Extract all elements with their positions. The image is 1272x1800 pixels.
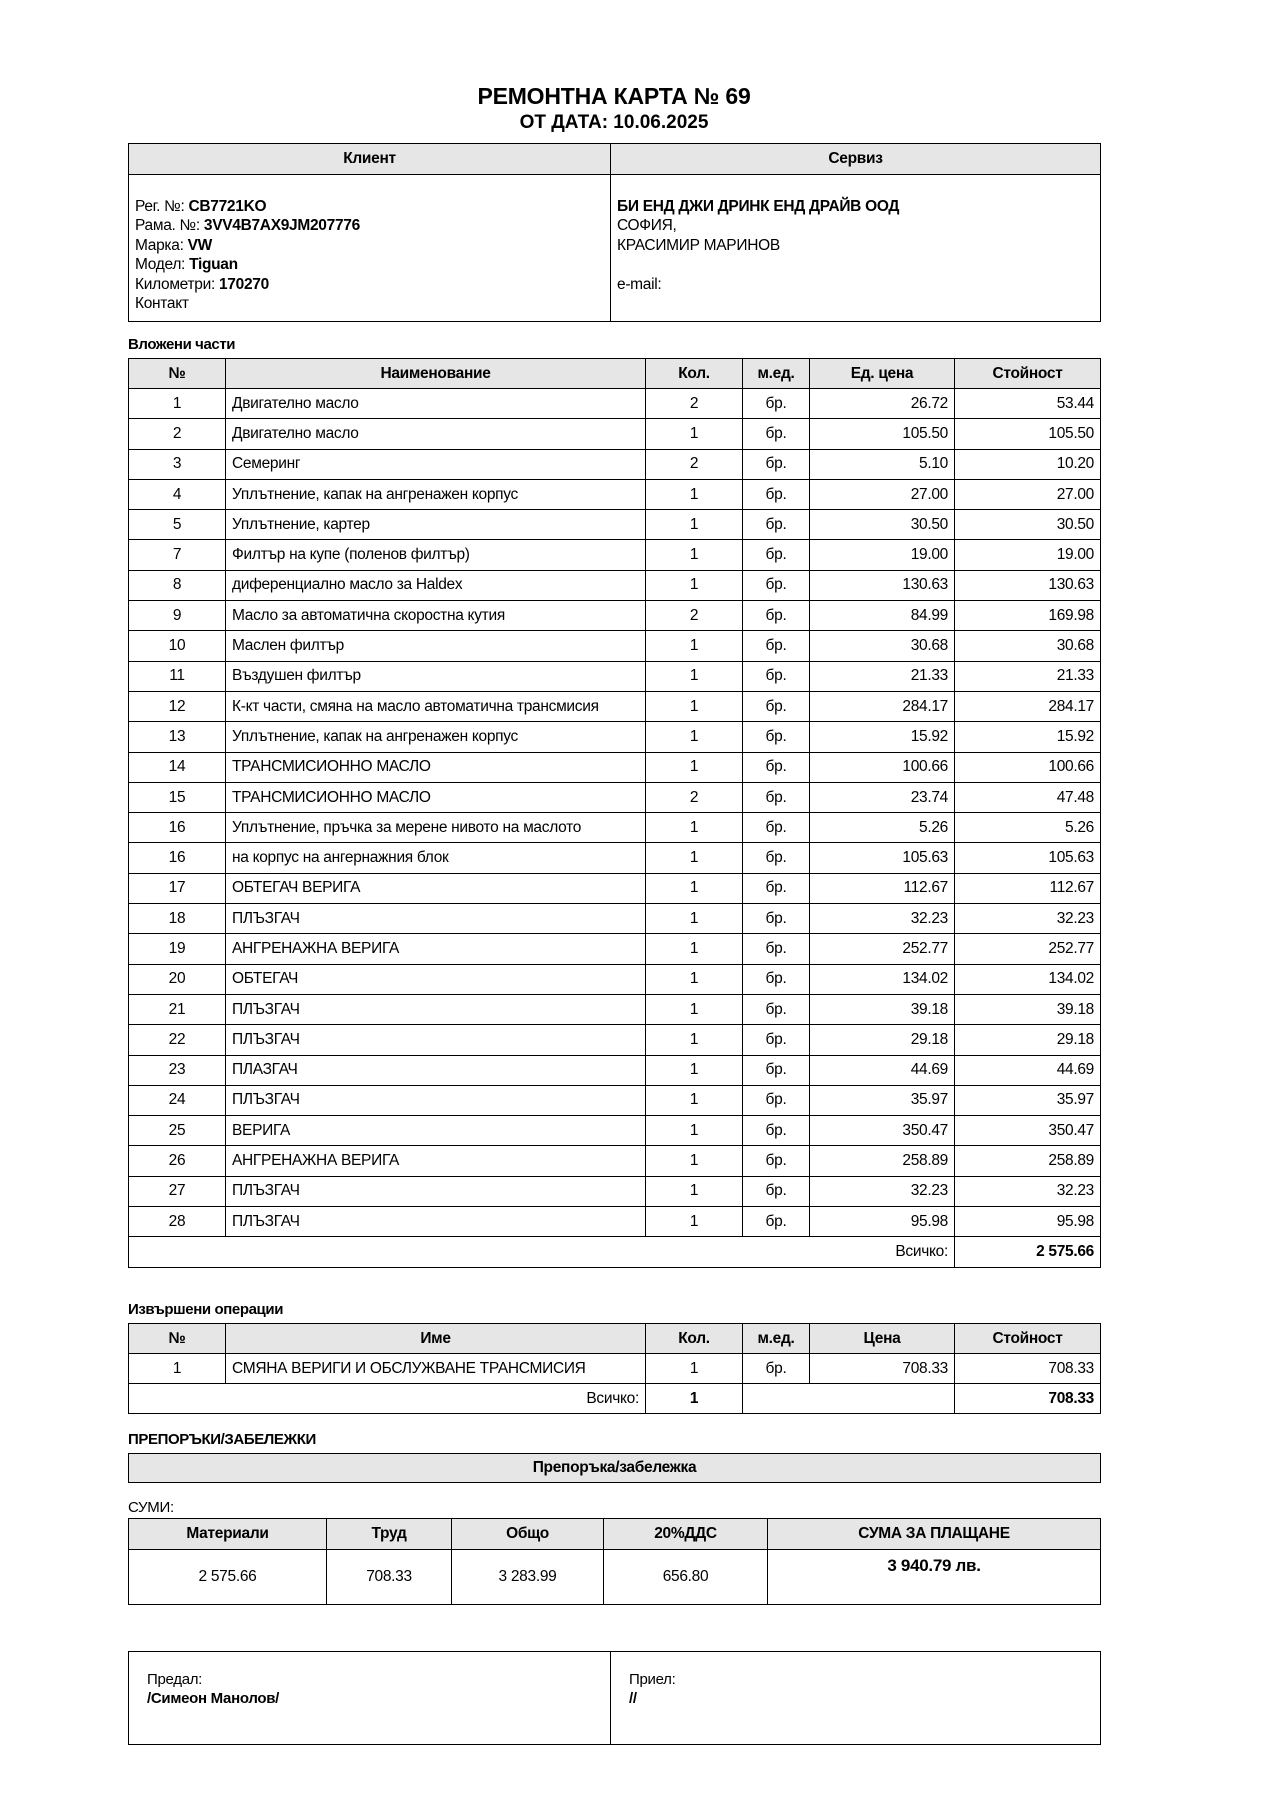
parts-row xyxy=(129,813,1101,843)
parts-row xyxy=(129,691,1101,721)
parts-row-number: 11 xyxy=(129,661,226,691)
parts-row-price: 134.02 xyxy=(810,964,955,994)
parts-row-amount: 252.77 xyxy=(955,934,1101,964)
parts-row-name: Двигателно масло xyxy=(226,389,646,419)
parts-row-price: 44.69 xyxy=(810,1055,955,1085)
parts-row-number: 2 xyxy=(129,419,226,449)
parts-row-price: 252.77 xyxy=(810,934,955,964)
parts-row xyxy=(129,752,1101,782)
parts-row-name: ПЛЪЗГАЧ xyxy=(226,994,646,1024)
parts-row-qty: 1 xyxy=(646,1025,743,1055)
reg-value: CB7721KO xyxy=(188,198,267,215)
notes-table xyxy=(128,1453,1101,1483)
parts-row-amount: 30.50 xyxy=(955,510,1101,540)
parts-row-name: Уплътнение, пръчка за мерене нивото на маслото xyxy=(226,813,646,843)
parts-row-qty: 1 xyxy=(646,1085,743,1115)
parts-row xyxy=(129,1025,1101,1055)
parts-row-number: 7 xyxy=(129,540,226,570)
parts-row-price: 32.23 xyxy=(810,1176,955,1206)
parts-row-amount: 10.20 xyxy=(955,449,1101,479)
parts-row xyxy=(129,782,1101,812)
parts-row-number: 18 xyxy=(129,904,226,934)
ops-total-empty xyxy=(743,1384,955,1414)
parts-row-name: ПЛЪЗГАЧ xyxy=(226,1207,646,1237)
parts-row-unit: бр. xyxy=(743,782,810,812)
parts-row-name: Масло за автоматична скоростна кутия xyxy=(226,601,646,631)
parts-row-unit: бр. xyxy=(743,722,810,752)
parts-row xyxy=(129,994,1101,1024)
parts-row-name: АНГРЕНАЖНА ВЕРИГА xyxy=(226,1146,646,1176)
ops-total-qty: 1 xyxy=(646,1384,743,1414)
parts-row-name: Уплътнение, капак на ангренажен корпус xyxy=(226,479,646,509)
parts-row-name: Уплътнение, картер xyxy=(226,510,646,540)
parts-row-name: ОБТЕГАЧ ВЕРИГА xyxy=(226,873,646,903)
parts-row-qty: 1 xyxy=(646,813,743,843)
parts-row-number: 1 xyxy=(129,389,226,419)
parts-row-name: Въздушен филтър xyxy=(226,661,646,691)
parts-row-name: ПЛАЗГАЧ xyxy=(226,1055,646,1085)
parts-row-name: ВЕРИГА xyxy=(226,1116,646,1146)
service-person: КРАСИМИР МАРИНОВ xyxy=(617,236,780,254)
parts-row-unit: бр. xyxy=(743,994,810,1024)
parts-row-price: 5.26 xyxy=(810,813,955,843)
document-date: ОТ ДАТА: 10.06.2025 xyxy=(519,112,709,133)
sums-label: СУМИ: xyxy=(128,1499,174,1516)
parts-row-price: 35.97 xyxy=(810,1085,955,1115)
ops-total-value: 708.33 xyxy=(955,1384,1101,1414)
parts-row-unit: бр. xyxy=(743,873,810,903)
sums-total: 3 283.99 xyxy=(452,1550,604,1605)
parts-row-unit: бр. xyxy=(743,661,810,691)
parts-row-amount: 105.63 xyxy=(955,843,1101,873)
parts-row-qty: 1 xyxy=(646,1176,743,1206)
parts-row-number: 22 xyxy=(129,1025,226,1055)
parts-row-amount: 100.66 xyxy=(955,752,1101,782)
parts-row xyxy=(129,904,1101,934)
parts-row-price: 105.63 xyxy=(810,843,955,873)
sums-payable: 3 940.79 лв. xyxy=(768,1550,1101,1605)
sums-materials: 2 575.66 xyxy=(129,1550,327,1605)
parts-row-name: Семеринг xyxy=(226,449,646,479)
parts-row-amount: 134.02 xyxy=(955,964,1101,994)
parts-row xyxy=(129,661,1101,691)
parts-row-name: ТРАНСМИСИОННО МАСЛО xyxy=(226,752,646,782)
parts-row-qty: 2 xyxy=(646,782,743,812)
operations-row-qty: 1 xyxy=(646,1354,743,1384)
parts-row-price: 23.74 xyxy=(810,782,955,812)
parts-row-amount: 53.44 xyxy=(955,389,1101,419)
parts-row-qty: 1 xyxy=(646,691,743,721)
client-heading: Клиент xyxy=(129,144,611,175)
received-by-name: // xyxy=(629,1690,637,1707)
parts-row-price: 29.18 xyxy=(810,1025,955,1055)
parts-row-name: диференциално масло за Haldex xyxy=(226,570,646,600)
parts-row-qty: 1 xyxy=(646,419,743,449)
parts-row-amount: 47.48 xyxy=(955,782,1101,812)
parts-row-unit: бр. xyxy=(743,479,810,509)
ops-col-qty: Кол. xyxy=(646,1324,743,1354)
parts-row-number: 12 xyxy=(129,691,226,721)
parts-row-name: ПЛЪЗГАЧ xyxy=(226,904,646,934)
parts-row-name: Филтър на купе (поленов филтър) xyxy=(226,540,646,570)
parts-row-amount: 284.17 xyxy=(955,691,1101,721)
parts-row-qty: 1 xyxy=(646,1055,743,1085)
parts-section-title: Вложени части xyxy=(128,336,236,353)
parts-row-number: 26 xyxy=(129,1146,226,1176)
parts-row xyxy=(129,631,1101,661)
parts-row xyxy=(129,1176,1101,1206)
operations-row-unit: бр. xyxy=(743,1354,810,1384)
parts-row-number: 24 xyxy=(129,1085,226,1115)
parts-row-name: ПЛЪЗГАЧ xyxy=(226,1025,646,1055)
parts-table xyxy=(128,358,1101,1268)
parts-row-amount: 44.69 xyxy=(955,1055,1101,1085)
given-by-label: Предал: xyxy=(147,1671,203,1688)
operations-table xyxy=(128,1323,1101,1414)
parts-row-price: 30.68 xyxy=(810,631,955,661)
parts-row-unit: бр. xyxy=(743,1176,810,1206)
parts-row-qty: 1 xyxy=(646,964,743,994)
parts-row-number: 16 xyxy=(129,813,226,843)
operations-row-amount: 708.33 xyxy=(955,1354,1101,1384)
parts-row-amount: 112.67 xyxy=(955,873,1101,903)
parts-row-unit: бр. xyxy=(743,419,810,449)
parts-row-amount: 95.98 xyxy=(955,1207,1101,1237)
parts-row-unit: бр. xyxy=(743,1025,810,1055)
parts-row-unit: бр. xyxy=(743,904,810,934)
sums-vat: 656.80 xyxy=(604,1550,768,1605)
contact-label: Контакт xyxy=(135,295,189,313)
parts-row-qty: 1 xyxy=(646,661,743,691)
service-city: СОФИЯ, xyxy=(617,217,677,235)
parts-row xyxy=(129,1146,1101,1176)
parts-row-price: 112.67 xyxy=(810,873,955,903)
notes-section-title: ПРЕПОРЪКИ/ЗАБЕЛЕЖКИ xyxy=(128,1431,316,1448)
parts-row-name: Двигателно масло xyxy=(226,419,646,449)
parts-row-price: 27.00 xyxy=(810,479,955,509)
parts-row-amount: 5.26 xyxy=(955,813,1101,843)
parts-row-number: 21 xyxy=(129,994,226,1024)
parts-col-unit-price: Ед. цена xyxy=(810,359,955,389)
service-heading: Сервиз xyxy=(611,144,1101,175)
operations-row xyxy=(129,1354,1101,1384)
parts-row-unit: бр. xyxy=(743,691,810,721)
sums-col-total: Общо xyxy=(452,1519,604,1550)
make-value: VW xyxy=(187,236,212,254)
parts-row-price: 5.10 xyxy=(810,449,955,479)
operations-row-price: 708.33 xyxy=(810,1354,955,1384)
parts-row-amount: 21.33 xyxy=(955,661,1101,691)
received-by-cell xyxy=(611,1652,1101,1745)
parts-row-amount: 19.00 xyxy=(955,540,1101,570)
parts-col-qty: Кол. xyxy=(646,359,743,389)
sums-table xyxy=(128,1518,1101,1605)
service-details xyxy=(611,175,1101,322)
given-by-name: /Симеон Манолов/ xyxy=(147,1690,280,1707)
parts-row-unit: бр. xyxy=(743,1085,810,1115)
parts-total-value: 2 575.66 xyxy=(955,1237,1101,1267)
parts-row-price: 100.66 xyxy=(810,752,955,782)
parts-row-unit: бр. xyxy=(743,510,810,540)
parts-row-price: 21.33 xyxy=(810,661,955,691)
parts-row-qty: 2 xyxy=(646,601,743,631)
parts-row-price: 130.63 xyxy=(810,570,955,600)
parts-row-unit: бр. xyxy=(743,1207,810,1237)
notes-column-header: Препоръка/забележка xyxy=(129,1454,1101,1483)
parts-row-qty: 1 xyxy=(646,570,743,600)
parts-row-qty: 1 xyxy=(646,722,743,752)
parts-row-amount: 105.50 xyxy=(955,419,1101,449)
vin-label: Рама. №: xyxy=(135,217,204,235)
parts-row-amount: 32.23 xyxy=(955,904,1101,934)
service-company: БИ ЕНД ДЖИ ДРИНК ЕНД ДРАЙВ ООД xyxy=(617,198,900,215)
parts-row-qty: 1 xyxy=(646,843,743,873)
parts-row xyxy=(129,570,1101,600)
parts-row xyxy=(129,1085,1101,1115)
make-label: Марка: xyxy=(135,236,188,254)
parts-row xyxy=(129,389,1101,419)
model-value: Tiguan xyxy=(189,256,238,274)
parts-row-number: 14 xyxy=(129,752,226,782)
parts-row-qty: 1 xyxy=(646,1146,743,1176)
ops-col-unit: м.ед. xyxy=(743,1324,810,1354)
ops-col-price: Цена xyxy=(810,1324,955,1354)
parts-row-number: 25 xyxy=(129,1116,226,1146)
parts-row-number: 27 xyxy=(129,1176,226,1206)
parts-row-number: 17 xyxy=(129,873,226,903)
parts-row xyxy=(129,510,1101,540)
service-email-label: e-mail: xyxy=(617,275,662,293)
parts-row-number: 10 xyxy=(129,631,226,661)
km-label: Километри: xyxy=(135,275,219,293)
parts-row-price: 30.50 xyxy=(810,510,955,540)
parts-row-price: 15.92 xyxy=(810,722,955,752)
parts-row xyxy=(129,479,1101,509)
client-details xyxy=(129,175,611,322)
parts-col-name: Наименование xyxy=(226,359,646,389)
model-label: Модел: xyxy=(135,256,190,274)
parts-row-name: Уплътнение, капак на ангренажен корпус xyxy=(226,722,646,752)
parts-row-number: 28 xyxy=(129,1207,226,1237)
parts-row-name: ПЛЪЗГАЧ xyxy=(226,1085,646,1115)
parts-row xyxy=(129,601,1101,631)
parts-row xyxy=(129,873,1101,903)
parts-row-number: 5 xyxy=(129,510,226,540)
parts-row-qty: 1 xyxy=(646,904,743,934)
parts-row-unit: бр. xyxy=(743,631,810,661)
parts-row xyxy=(129,1207,1101,1237)
parts-row-amount: 29.18 xyxy=(955,1025,1101,1055)
parts-row-amount: 258.89 xyxy=(955,1146,1101,1176)
parts-row-price: 19.00 xyxy=(810,540,955,570)
ops-col-name: Име xyxy=(226,1324,646,1354)
km-value: 170270 xyxy=(218,275,269,293)
parts-row-price: 350.47 xyxy=(810,1116,955,1146)
parts-row xyxy=(129,419,1101,449)
parts-row-number: 23 xyxy=(129,1055,226,1085)
parts-row-amount: 30.68 xyxy=(955,631,1101,661)
parts-row-unit: бр. xyxy=(743,752,810,782)
parts-row-unit: бр. xyxy=(743,843,810,873)
parts-row-number: 8 xyxy=(129,570,226,600)
parts-row-amount: 35.97 xyxy=(955,1085,1101,1115)
parts-row-price: 26.72 xyxy=(810,389,955,419)
sums-col-labor: Труд xyxy=(327,1519,452,1550)
document-title: РЕМОНТНА КАРТА № 69 xyxy=(477,83,751,109)
parts-row-number: 3 xyxy=(129,449,226,479)
parts-row-price: 39.18 xyxy=(810,994,955,1024)
ops-total-label: Всичко: xyxy=(129,1384,646,1414)
parts-row xyxy=(129,843,1101,873)
operations-total-row xyxy=(129,1384,1101,1414)
parts-row-unit: бр. xyxy=(743,449,810,479)
parts-row-amount: 130.63 xyxy=(955,570,1101,600)
parts-row-unit: бр. xyxy=(743,964,810,994)
signatures-table xyxy=(128,1651,1101,1745)
parts-row-unit: бр. xyxy=(743,540,810,570)
reg-label: Рег. №: xyxy=(135,198,189,215)
parts-row-amount: 169.98 xyxy=(955,601,1101,631)
parts-row-name: Маслен филтър xyxy=(226,631,646,661)
parts-col-amount: Стойност xyxy=(955,359,1101,389)
parts-row-qty: 1 xyxy=(646,934,743,964)
operations-row-number: 1 xyxy=(129,1354,226,1384)
parts-row-unit: бр. xyxy=(743,813,810,843)
parts-row-number: 16 xyxy=(129,843,226,873)
parts-row-qty: 1 xyxy=(646,510,743,540)
parts-row-amount: 32.23 xyxy=(955,1176,1101,1206)
operations-header-row xyxy=(129,1324,1101,1354)
parts-row-amount: 27.00 xyxy=(955,479,1101,509)
parts-row-number: 4 xyxy=(129,479,226,509)
parts-row-price: 84.99 xyxy=(810,601,955,631)
parts-row-qty: 1 xyxy=(646,994,743,1024)
ops-col-amount: Стойност xyxy=(955,1324,1101,1354)
parts-col-number: № xyxy=(129,359,226,389)
parts-row-unit: бр. xyxy=(743,1055,810,1085)
parts-row-price: 32.23 xyxy=(810,904,955,934)
parts-row-unit: бр. xyxy=(743,601,810,631)
parts-row-qty: 1 xyxy=(646,540,743,570)
sums-values-row xyxy=(129,1550,1101,1605)
parts-row-name: ОБТЕГАЧ xyxy=(226,964,646,994)
parts-header-row xyxy=(129,359,1101,389)
parts-row-unit: бр. xyxy=(743,570,810,600)
parts-row xyxy=(129,449,1101,479)
parts-row-name: на корпус на ангернажния блок xyxy=(226,843,646,873)
parts-row-name: К-кт части, смяна на масло автоматична трансмисия xyxy=(226,691,646,721)
parts-row-price: 95.98 xyxy=(810,1207,955,1237)
parts-row-unit: бр. xyxy=(743,389,810,419)
parts-row-number: 19 xyxy=(129,934,226,964)
sums-col-vat: 20%ДДС xyxy=(604,1519,768,1550)
parts-row-number: 13 xyxy=(129,722,226,752)
parts-row-price: 284.17 xyxy=(810,691,955,721)
parts-col-unit: м.ед. xyxy=(743,359,810,389)
parts-row-amount: 350.47 xyxy=(955,1116,1101,1146)
parts-row-price: 105.50 xyxy=(810,419,955,449)
parts-total-row xyxy=(129,1237,1101,1267)
operations-row-name: СМЯНА ВЕРИГИ И ОБСЛУЖВАНЕ ТРАНСМИСИЯ xyxy=(226,1354,646,1384)
parts-row-qty: 1 xyxy=(646,479,743,509)
parts-row xyxy=(129,1055,1101,1085)
given-by-cell xyxy=(129,1652,611,1745)
sums-header-row xyxy=(129,1519,1101,1550)
parts-row-number: 20 xyxy=(129,964,226,994)
parts-row xyxy=(129,934,1101,964)
sums-col-payable: СУМА ЗА ПЛАЩАНЕ xyxy=(768,1519,1101,1550)
parts-row-amount: 39.18 xyxy=(955,994,1101,1024)
parts-row-number: 15 xyxy=(129,782,226,812)
parts-row-number: 9 xyxy=(129,601,226,631)
parts-row-qty: 1 xyxy=(646,1116,743,1146)
parts-row-qty: 1 xyxy=(646,752,743,782)
parts-row xyxy=(129,722,1101,752)
sums-col-materials: Материали xyxy=(129,1519,327,1550)
parts-row-amount: 15.92 xyxy=(955,722,1101,752)
parts-row-name: АНГРЕНАЖНА ВЕРИГА xyxy=(226,934,646,964)
parts-total-label: Всичко: xyxy=(129,1237,955,1267)
parts-row-name: ТРАНСМИСИОННО МАСЛО xyxy=(226,782,646,812)
parts-row-qty: 1 xyxy=(646,631,743,661)
parts-row-unit: бр. xyxy=(743,1116,810,1146)
parts-row-unit: бр. xyxy=(743,934,810,964)
client-service-table xyxy=(128,143,1101,322)
parts-row-unit: бр. xyxy=(743,1146,810,1176)
vin-value: 3VV4B7AX9JM207776 xyxy=(203,217,360,235)
parts-row-qty: 1 xyxy=(646,1207,743,1237)
ops-col-number: № xyxy=(129,1324,226,1354)
parts-row-qty: 2 xyxy=(646,449,743,479)
parts-row xyxy=(129,1116,1101,1146)
parts-row-qty: 1 xyxy=(646,873,743,903)
parts-row-name: ПЛЪЗГАЧ xyxy=(226,1176,646,1206)
sums-labor: 708.33 xyxy=(327,1550,452,1605)
parts-row-qty: 2 xyxy=(646,389,743,419)
received-by-label: Приел: xyxy=(629,1671,676,1688)
parts-row xyxy=(129,964,1101,994)
parts-row-price: 258.89 xyxy=(810,1146,955,1176)
operations-section-title: Извършени операции xyxy=(128,1301,284,1318)
parts-row xyxy=(129,540,1101,570)
